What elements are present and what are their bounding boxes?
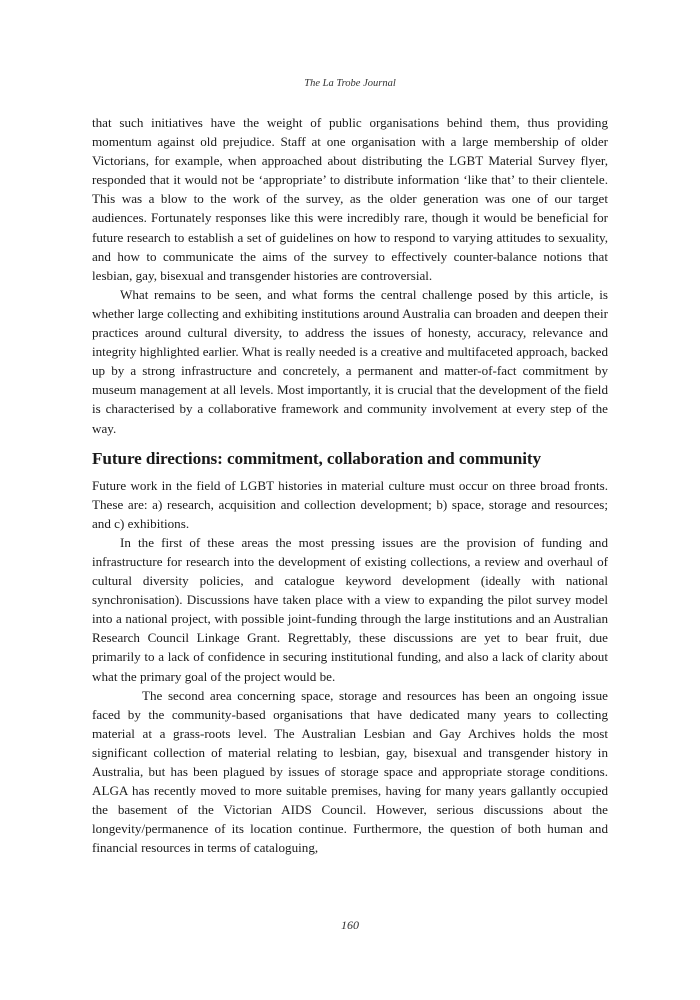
paragraph-1: that such initiatives have the weight of public organisations behind them, thus providing momentum against old prejudice. Staff at one organisation with a large membership of older Victorians, for example, when approached about distributing the LGBT Material Survey flyer, responded that it would not be ‘appropriate’ to distribute information ‘like that’ to their clientele. This was a blow to the work of the survey, as the older generation was one of our target audiences. Fortunately responses like this were incredibly rare, though it would be beneficial for future research to establish a set of guidelines on how to respond to varying attitudes to sexuality, and how to communicate the aims of the survey to effectively counter-balance notions that lesbian, gay, bisexual and transgender histories are controversial. (92, 115, 608, 283)
page-number: 160 (341, 918, 359, 932)
paragraph-5: The second area concerning space, storage and resources has been an ongoing issue faced by the community-based organisations that have dedicated many years to collecting material at a grass-roots level. The Australian Lesbian and Gay Archives holds the most significant collection of material relating to lesbian, gay, bisexual and transgender history in Australia, but has been plagued by issues of storage space and appropriate storage conditions. ALGA has recently moved to more suitable premises, having for many years gallantly occupied the basement of the Victorian AIDS Council. However, serious discussions about the longevity/permanence of its location continue. Furthermore, the question of both human and financial resources in terms of cataloguing, (92, 687, 608, 856)
paragraph-2: What remains to be seen, and what forms the central challenge posed by this article, is whether large collecting and exhibiting institutions around Australia can broaden and deepen their practices around cultural diversity, to address the issues of honesty, accuracy, relevance and integrity highlighted earlier. What is really needed is a creative and multifaceted approach, backed up by a strong infrastructure and concretely, a permanent and matter-of-fact commitment by museum management at all levels. Most importantly, it is crucial that the development of the field is characterised by a collaborative framework and community involvement at every step of the way. (92, 286, 608, 436)
paragraph-3: Future work in the field of LGBT histories in material culture must occur on three broad fronts. These are: a) research, acquisition and collection development; b) space, storage and resources; and c) exhibitions. (92, 477, 608, 531)
body-text (92, 113, 608, 857)
section-heading: Future directions: commitment, collaboration and community (92, 448, 541, 468)
paragraph-4: In the first of these areas the most pressing issues are the provision of funding and infrastructure for research into the development of existing collections, a review and overhaul of cultural diversity policies, and catalogue keyword development (ideally with national synchronisation). Discussions have taken place with a view to expanding the pilot survey model into a national project, with possible joint-funding through the large institutions and an Australian Research Council Linkage Grant. Regrettably, these discussions are yet to bear fruit, due primarily to a lack of confidence in securing institutional funding, and also a lack of clarity about what the primary goal of the project would be. (92, 534, 608, 684)
running-header: The La Trobe Journal (304, 78, 396, 89)
